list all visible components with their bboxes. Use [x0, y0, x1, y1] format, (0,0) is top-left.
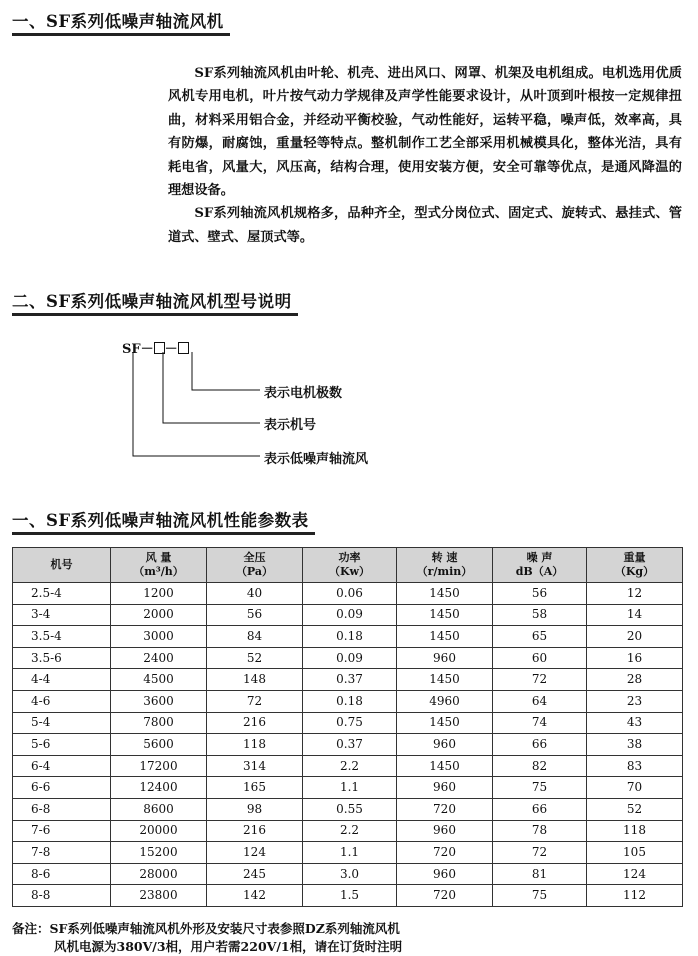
cell-speed: 720 — [397, 798, 493, 820]
cell-machine-no: 4-4 — [13, 669, 111, 691]
cell-air-volume: 23800 — [111, 885, 207, 907]
header-noise: 噪 声 dB（A） — [493, 548, 587, 583]
cell-machine-no: 3.5-4 — [13, 626, 111, 648]
header-machine-no: 机号 — [13, 548, 111, 583]
cell-total-pressure: 216 — [207, 820, 303, 842]
cell-speed: 1450 — [397, 604, 493, 626]
cell-power: 0.06 — [303, 583, 397, 605]
cell-noise: 75 — [493, 777, 587, 799]
cell-power: 0.37 — [303, 734, 397, 756]
cell-noise: 78 — [493, 820, 587, 842]
cell-weight: 43 — [587, 712, 683, 734]
model-box-machine-number — [154, 342, 165, 354]
cell-weight: 23 — [587, 690, 683, 712]
table-row — [13, 885, 683, 907]
table-row — [13, 798, 683, 820]
cell-machine-no: 3.5-6 — [13, 647, 111, 669]
cell-machine-no: 5-4 — [13, 712, 111, 734]
cell-power: 1.1 — [303, 842, 397, 864]
cell-power: 1.5 — [303, 885, 397, 907]
cell-total-pressure: 148 — [207, 669, 303, 691]
cell-air-volume: 2000 — [111, 604, 207, 626]
header-air-volume: 风 量 （m³/h） — [111, 548, 207, 583]
cell-speed: 4960 — [397, 690, 493, 712]
cell-power: 0.37 — [303, 669, 397, 691]
cell-power: 2.2 — [303, 820, 397, 842]
table-row — [13, 863, 683, 885]
cell-speed: 960 — [397, 647, 493, 669]
table-row — [13, 583, 683, 605]
cell-air-volume: 3600 — [111, 690, 207, 712]
cell-speed: 1450 — [397, 755, 493, 777]
cell-machine-no: 5-6 — [13, 734, 111, 756]
cell-weight: 124 — [587, 863, 683, 885]
cell-air-volume: 5600 — [111, 734, 207, 756]
cell-machine-no: 8-8 — [13, 885, 111, 907]
cell-weight: 105 — [587, 842, 683, 864]
cell-speed: 960 — [397, 863, 493, 885]
cell-air-volume: 17200 — [111, 755, 207, 777]
leader-line-machine-number — [163, 352, 260, 423]
model-code-separator: － — [164, 342, 178, 357]
cell-noise: 66 — [493, 798, 587, 820]
cell-total-pressure: 165 — [207, 777, 303, 799]
cell-power: 0.75 — [303, 712, 397, 734]
cell-noise: 74 — [493, 712, 587, 734]
cell-weight: 12 — [587, 583, 683, 605]
leader-line-motor-poles — [192, 352, 260, 390]
cell-air-volume: 1200 — [111, 583, 207, 605]
cell-total-pressure: 216 — [207, 712, 303, 734]
intro-paragraph-1: SF系列轴流风机由叶轮、机壳、进出风口、网罩、机架及电机组成。电机选用优质风机专用电机，叶片按气动力学规律及声学性能要求设计，从叶顶到叶根按一定规律扭曲，材料采用铝合金，并经动平衡校验，气动性能好，运转平稳，噪声低，效率高，具有防爆，耐腐蚀，重量轻等特点。整机制作工艺全部采用机械模具化，整体光洁，具有耗电省，风量大，风压高，结构合理，使用安装方便，安全可靠等优点，是通风降温的理想设备。 — [168, 66, 682, 199]
cell-air-volume: 4500 — [111, 669, 207, 691]
cell-total-pressure: 118 — [207, 734, 303, 756]
cell-air-volume: 2400 — [111, 647, 207, 669]
footnote — [12, 920, 402, 956]
cell-noise: 56 — [493, 583, 587, 605]
table-row — [13, 604, 683, 626]
cell-weight: 20 — [587, 626, 683, 648]
cell-noise: 64 — [493, 690, 587, 712]
header-speed: 转 速 （r/min） — [397, 548, 493, 583]
cell-power: 0.09 — [303, 604, 397, 626]
label-low-noise-fan: 表示低噪声轴流风 — [264, 452, 369, 467]
cell-speed: 1450 — [397, 626, 493, 648]
cell-air-volume: 28000 — [111, 863, 207, 885]
cell-weight: 83 — [587, 755, 683, 777]
cell-total-pressure: 124 — [207, 842, 303, 864]
table-row — [13, 755, 683, 777]
header-power: 功率 （Kw） — [303, 548, 397, 583]
cell-power: 0.18 — [303, 626, 397, 648]
intro-paragraph-2: SF系列轴流风机规格多，品种齐全，型式分岗位式、固定式、旋转式、悬挂式、管道式、壁式、屋顶式等。 — [168, 206, 682, 245]
section-title-overview: 一、SF系列低噪声轴流风机 — [12, 8, 224, 36]
cell-total-pressure: 245 — [207, 863, 303, 885]
cell-machine-no: 7-8 — [13, 842, 111, 864]
cell-air-volume: 12400 — [111, 777, 207, 799]
label-machine-number: 表示机号 — [264, 418, 317, 433]
cell-total-pressure: 56 — [207, 604, 303, 626]
cell-speed: 960 — [397, 820, 493, 842]
cell-noise: 82 — [493, 755, 587, 777]
cell-total-pressure: 98 — [207, 798, 303, 820]
cell-machine-no: 8-6 — [13, 863, 111, 885]
cell-weight: 112 — [587, 885, 683, 907]
cell-total-pressure: 142 — [207, 885, 303, 907]
cell-total-pressure: 84 — [207, 626, 303, 648]
cell-noise: 58 — [493, 604, 587, 626]
label-motor-poles: 表示电机极数 — [264, 386, 343, 401]
model-code-prefix: SF — [122, 342, 141, 357]
cell-total-pressure: 52 — [207, 647, 303, 669]
cell-noise: 60 — [493, 647, 587, 669]
table-row — [13, 712, 683, 734]
cell-machine-no: 6-6 — [13, 777, 111, 799]
model-box-motor-poles — [178, 342, 189, 354]
cell-machine-no: 3-4 — [13, 604, 111, 626]
cell-weight: 52 — [587, 798, 683, 820]
cell-power: 0.55 — [303, 798, 397, 820]
table-row — [13, 777, 683, 799]
table-row — [13, 626, 683, 648]
cell-power: 0.18 — [303, 690, 397, 712]
cell-weight: 38 — [587, 734, 683, 756]
footnote-line-1: 备注：SF系列低噪声轴流风机外形及安装尺寸表参照DZ系列轴流风机 — [12, 921, 400, 936]
intro-text — [168, 62, 682, 249]
header-total-pressure: 全压 （Pa） — [207, 548, 303, 583]
cell-air-volume: 7800 — [111, 712, 207, 734]
cell-speed: 1450 — [397, 669, 493, 691]
cell-weight: 16 — [587, 647, 683, 669]
table-row — [13, 734, 683, 756]
cell-air-volume: 15200 — [111, 842, 207, 864]
leader-line-low-noise-fan — [133, 352, 260, 456]
cell-weight: 14 — [587, 604, 683, 626]
cell-power: 1.1 — [303, 777, 397, 799]
cell-noise: 65 — [493, 626, 587, 648]
cell-speed: 960 — [397, 777, 493, 799]
cell-noise: 66 — [493, 734, 587, 756]
cell-speed: 720 — [397, 885, 493, 907]
cell-weight: 118 — [587, 820, 683, 842]
cell-weight: 28 — [587, 669, 683, 691]
cell-weight: 70 — [587, 777, 683, 799]
table-row — [13, 669, 683, 691]
model-code — [122, 338, 189, 357]
cell-noise: 72 — [493, 842, 587, 864]
cell-machine-no: 6-8 — [13, 798, 111, 820]
cell-machine-no: 2.5-4 — [13, 583, 111, 605]
cell-speed: 720 — [397, 842, 493, 864]
cell-power: 0.09 — [303, 647, 397, 669]
cell-noise: 81 — [493, 863, 587, 885]
performance-table — [12, 547, 683, 907]
table-row — [13, 842, 683, 864]
header-weight: 重量 （Kg） — [587, 548, 683, 583]
cell-machine-no: 7-6 — [13, 820, 111, 842]
cell-total-pressure: 40 — [207, 583, 303, 605]
cell-speed: 1450 — [397, 583, 493, 605]
section-title-model-explanation: 二、SF系列低噪声轴流风机型号说明 — [12, 288, 292, 316]
footnote-line-2: 风机电源为380V/3相，用户若需220V/1相，请在订货时注明 — [54, 939, 403, 954]
cell-air-volume: 20000 — [111, 820, 207, 842]
cell-total-pressure: 314 — [207, 755, 303, 777]
cell-machine-no: 4-6 — [13, 690, 111, 712]
cell-noise: 72 — [493, 669, 587, 691]
cell-air-volume: 3000 — [111, 626, 207, 648]
performance-table-body — [13, 583, 683, 907]
model-code-separator: － — [140, 342, 154, 357]
table-row — [13, 647, 683, 669]
cell-air-volume: 8600 — [111, 798, 207, 820]
cell-speed: 1450 — [397, 712, 493, 734]
cell-power: 2.2 — [303, 755, 397, 777]
cell-total-pressure: 72 — [207, 690, 303, 712]
cell-machine-no: 6-4 — [13, 755, 111, 777]
table-row — [13, 820, 683, 842]
cell-speed: 960 — [397, 734, 493, 756]
section-title-performance-table: 一、SF系列低噪声轴流风机性能参数表 — [12, 507, 309, 535]
cell-power: 3.0 — [303, 863, 397, 885]
table-row — [13, 690, 683, 712]
table-header-row — [13, 548, 683, 583]
cell-noise: 75 — [493, 885, 587, 907]
